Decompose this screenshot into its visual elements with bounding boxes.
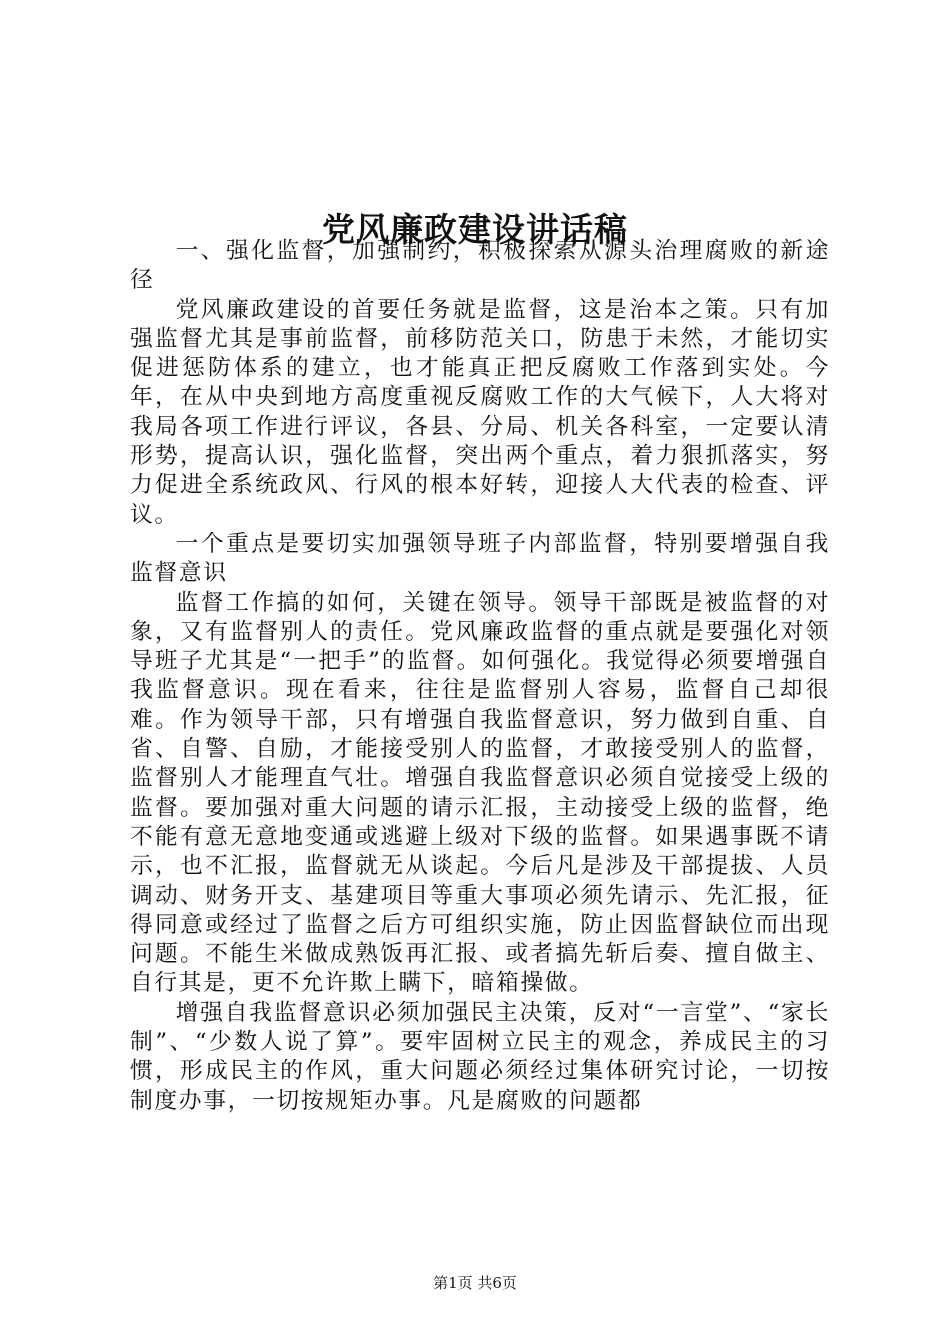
document-body xyxy=(130,237,830,1116)
body-paragraph: 增强自我监督意识必须加强民主决策，反对“一言堂”、“家长制”、“少数人说了算”。要牢固树立民主的观念，养成民主的习惯，形成民主的作风，重大问题必须经过集体研究讨论，一切按制度办事，一切按规矩办事。凡是腐败的问题都 xyxy=(130,999,830,1114)
body-paragraph: 党风廉政建设的首要任务就是监督，这是治本之策。只有加强监督尤其是事前监督，前移防范关口，防患于未然，才能切实促进惩防体系的建立，也才能真正把反腐败工作落到实处。今年，在从中央到地方高度重视反腐败工作的大气候下，人大将对我局各项工作进行评议，各县、分局、机关各科室，一定要认清形势，提高认识，强化监督，突出两个重点，着力狠抓落实，努力促进全系统政风、行风的根本好转，迎接人大代表的检查、评议。 xyxy=(130,296,830,528)
page-footer: 第1页 共6页 xyxy=(433,1274,517,1292)
subsection-heading: 一个重点是要切实加强领导班子内部监督，特别要增强自我监督意识 xyxy=(130,530,830,587)
body-paragraph: 监督工作搞的如何，关键在领导。领导干部既是被监督的对象，又有监督别人的责任。党风廉政监督的重点就是要强化对领导班子尤其是“一把手”的监督。如何强化。我觉得必须要增强自我监督意识。现在看来，往往是监督别人容易，监督自己却很难。作为领导干部，只有增强自我监督意识，努力做到自重、自省、自警、自励，才能接受别人的监督，才敢接受别人的监督，监督别人才能理直气壮。增强自我监督意识必须自觉接受上级的监督。要加强对重大问题的请示汇报，主动接受上级的监督，绝不能有意无意地变通或逃避上级对下级的监督。如果遇事既不请示，也不汇报，监督就无从谈起。今后凡是涉及干部提拔、人员调动、财务开支、基建项目等重大事项必须先请示、先汇报，征得同意或经过了监督之后方可组织实施，防止因监督缺位而出现问题。不能生米做成熟饭再汇报、或者搞先斩后奏、擅自做主、自行其是，更不允许欺上瞒下，暗箱操做。 xyxy=(130,589,830,997)
page-title: 党风廉政建设讲话稿 xyxy=(322,210,628,250)
section-heading: 一、强化监督，加强制约，积极探索从源头治理腐败的新途径 xyxy=(130,238,830,294)
